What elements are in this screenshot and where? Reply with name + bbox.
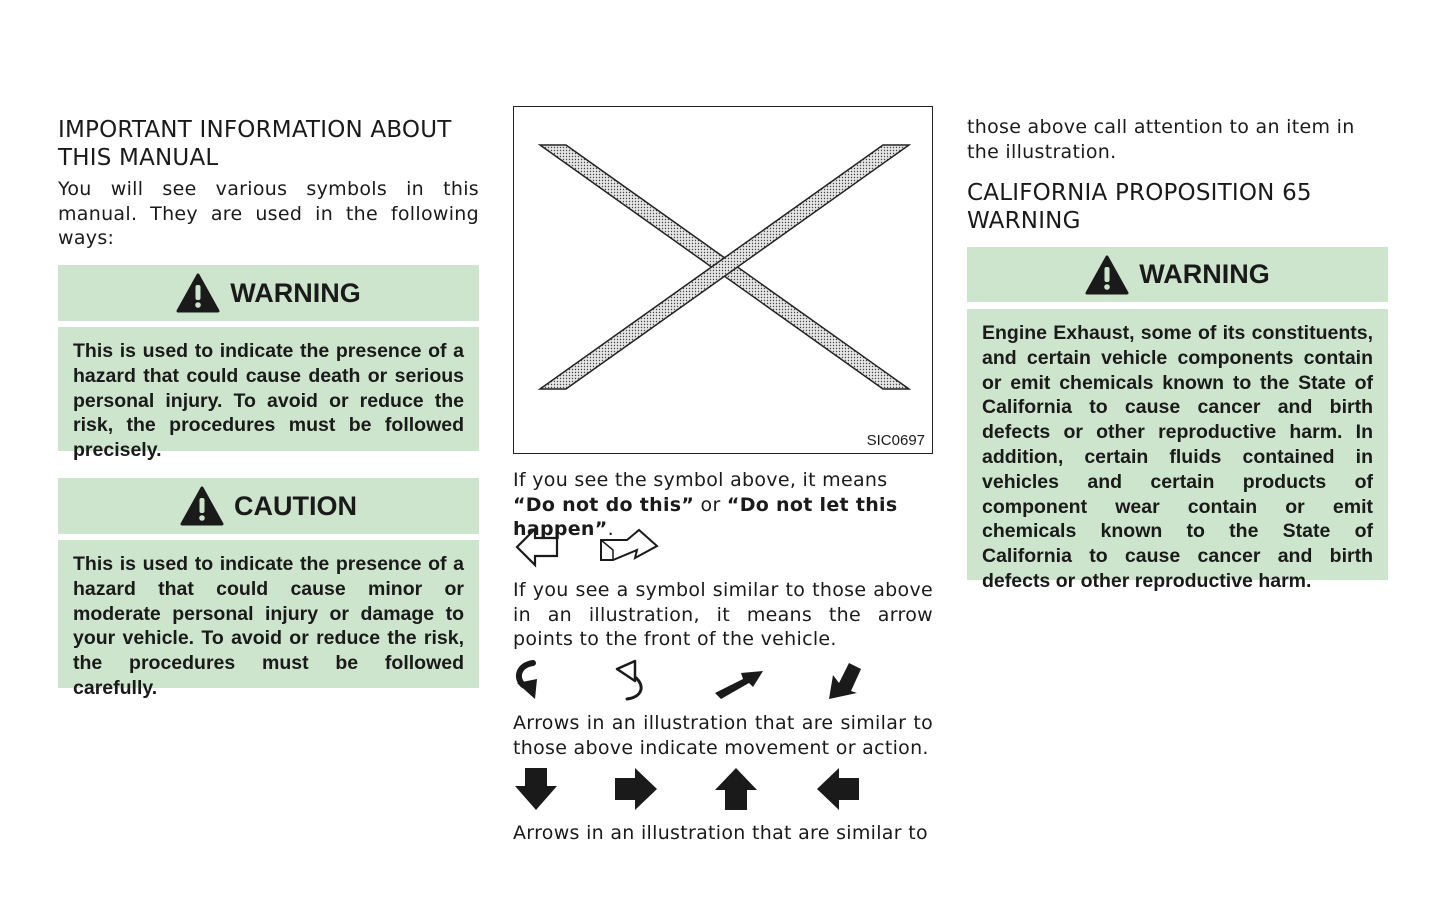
- front-arrows-text: If you see a symbol similar to those above in an illustration, it means the arrow points to the front of the vehicle.: [513, 579, 933, 650]
- symbol-text-part: or: [694, 493, 727, 516]
- prohibited-x-icon: [514, 107, 931, 452]
- page-heading: IMPORTANT INFORMATION ABOUT THIS MANUAL: [58, 117, 452, 171]
- intro-text: You will see various symbols in this manual. They are used in the following ways:: [58, 178, 479, 249]
- do-not-symbol-figure: [513, 106, 933, 454]
- movement-arrow-row: [513, 657, 933, 703]
- arrow-down-icon: [513, 766, 559, 812]
- arrow-left-icon: [815, 766, 861, 812]
- warning-title: WARNING: [230, 277, 361, 308]
- prop65-warning-header: [967, 247, 1388, 302]
- continued-text: those above call attention to an item in the illustration.: [967, 116, 1355, 163]
- arrow-right-icon: [613, 766, 659, 812]
- caution-text: This is used to indicate the presence of a hazard that could cause minor or moderate personal injury or damage to your vehicle. To avoid or reduce the risk, the procedures must be followed carefully.: [73, 553, 464, 699]
- figure-code: SIC0697: [866, 432, 925, 449]
- caution-box-header: [58, 478, 479, 534]
- movement-arrows-text: Arrows in an illustration that are similar to those above indicate movement or action.: [513, 712, 933, 759]
- diagonal-arrow-down-left-icon: [823, 661, 863, 701]
- diagonal-arrow-up-right-icon: [713, 665, 765, 701]
- front-arrow-row: [513, 522, 933, 568]
- front-arrow-left-icon: [515, 524, 561, 570]
- front-arrow-perspective-icon: [599, 524, 661, 570]
- warning-text: This is used to indicate the presence of a hazard that could cause death or serious personal injury. To avoid or reduce the risk, the procedures must be followed precisely.: [73, 340, 464, 462]
- curved-arrow-up-icon: [613, 659, 649, 703]
- do-not-let-this-happen: “Do not let this happen”: [513, 493, 898, 540]
- warning-box-body: [58, 327, 479, 462]
- prop65-warning-title: WARNING: [1139, 259, 1270, 289]
- arrow-up-icon: [713, 766, 759, 812]
- attention-arrow-row: [513, 766, 933, 812]
- do-not-do-this: “Do not do this”: [513, 493, 695, 516]
- prop65-heading: CALIFORNIA PROPOSITION 65 WARNING: [967, 180, 1312, 234]
- prop65-warning-body: [967, 309, 1388, 592]
- caution-title: CAUTION: [234, 490, 357, 521]
- warning-triangle-icon: [176, 273, 220, 313]
- caution-box-body: [58, 540, 479, 699]
- symbol-text-part: If you see the symbol above, it means: [513, 469, 888, 491]
- caution-triangle-icon: [180, 486, 224, 526]
- prop65-warning-text: Engine Exhaust, some of its constituents, and certain vehicle components contain or emit chemicals known to the State of California to cause cancer and birth defects or other reproductive harm. In addition, certain fluids contained in vehicles and certain products of component wear contain or emit chemicals known to the State of California to cause cancer and birth defects or other reproductive harm.: [982, 322, 1373, 592]
- warning-box-header: [58, 265, 479, 321]
- curved-arrow-down-icon: [513, 659, 549, 703]
- symbol-text-part: .: [607, 518, 614, 540]
- warning-triangle-icon: [1085, 255, 1129, 295]
- attention-arrows-text: Arrows in an illustration that are similar to: [513, 822, 928, 844]
